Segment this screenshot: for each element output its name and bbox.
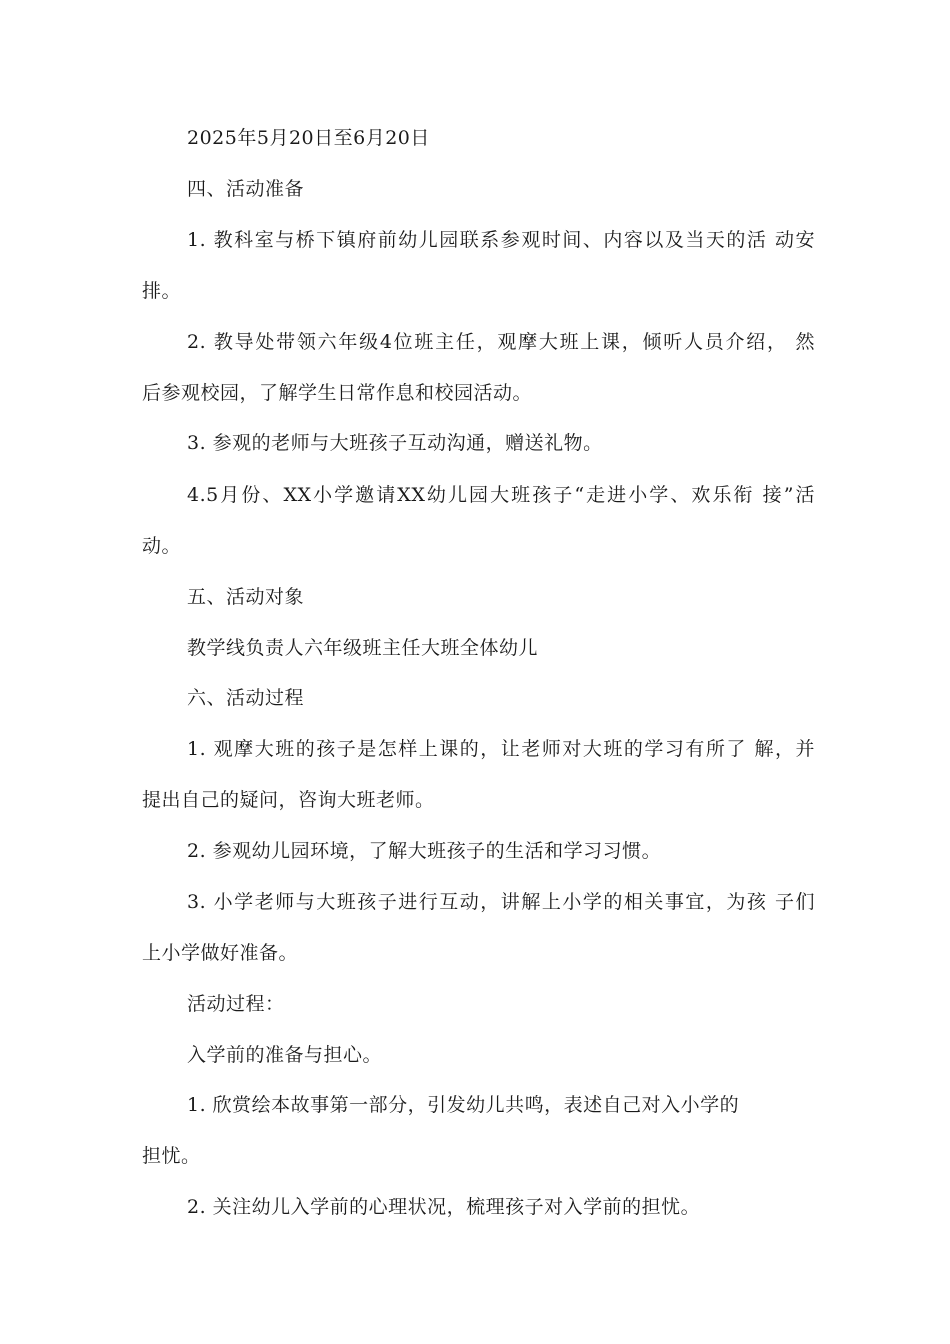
section-heading-participants: 五、活动对象 (187, 586, 305, 608)
paragraph-line: 后参观校园，了解学生日常作息和校园活动。 (142, 382, 533, 404)
paragraph-line: 4.5月份、XX小学邀请XX幼儿园大班孩子“走进小学、欢乐衔 接”活 (187, 484, 815, 506)
paragraph-line: 动。 (142, 535, 182, 557)
paragraph-line: 1. 教科室与桥下镇府前幼儿园联系参观时间、内容以及当天的活 动安 (187, 229, 815, 251)
paragraph-line: 3. 小学老师与大班孩子进行互动，讲解上小学的相关事宜，为孩 子们 (187, 891, 815, 913)
paragraph-line: 1. 欣赏绘本故事第一部分，引发幼儿共鸣，表述自己对入小学的 (187, 1094, 740, 1116)
section-heading-preparation: 四、活动准备 (187, 178, 305, 200)
paragraph-line: 3. 参观的老师与大班孩子互动沟通，赠送礼物。 (187, 432, 603, 454)
paragraph-line: 教学线负责人六年级班主任大班全体幼儿 (187, 637, 539, 659)
paragraph-line: 1. 观摩大班的孩子是怎样上课的，让老师对大班的学习有所了 解，并 (187, 738, 815, 760)
paragraph-line: 2. 参观幼儿园环境，了解大班孩子的生活和学习习惯。 (187, 840, 662, 862)
section-heading-process: 六、活动过程 (187, 687, 305, 709)
subheading-activity-process: 活动过程： (187, 993, 285, 1015)
paragraph-line: 上小学做好准备。 (142, 942, 299, 964)
paragraph-line: 2. 关注幼儿入学前的心理状况，梳理孩子对入学前的担忧。 (187, 1196, 701, 1218)
paragraph-line: 担忧。 (142, 1145, 201, 1167)
paragraph-line: 入学前的准备与担心。 (187, 1044, 383, 1066)
date-range: 2025年5月20日至6月20日 (187, 127, 430, 149)
paragraph-line: 提出自己的疑问，咨询大班老师。 (142, 789, 435, 811)
paragraph-line: 2. 教导处带领六年级4位班主任，观摩大班上课，倾听人员介绍， 然 (187, 331, 815, 353)
paragraph-line: 排。 (142, 280, 182, 302)
